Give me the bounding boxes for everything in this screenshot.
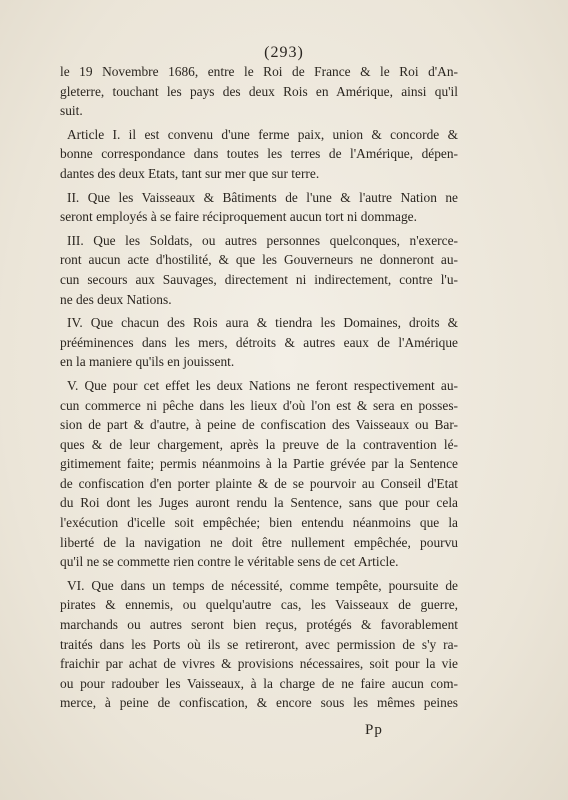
text-line: marchands ou autres seront bien reçus, protégés & favorablement (60, 617, 458, 633)
text-line: ques & de leur chargement, après la preuve de la contravention lé- (60, 436, 458, 452)
text-line: le 19 Novembre 1686, entre le Roi de France & le Roi d'An- (60, 64, 458, 79)
text-line: liberté de la navigation ne doit être nullement empêchée, pourvu (60, 534, 458, 550)
text-line: cun secours aux Sauvages, directement ni indirectement, contre l'u- (60, 271, 458, 287)
text-line: seront employés à se faire réciproquement aucun tort ni dommage. (60, 209, 417, 225)
text-line: prééminences dans les mers, détroits & autres eaux de l'Amérique (60, 334, 458, 350)
text-line: gleterre, touchant les pays des deux Rois en Amérique, ainsi qu'il (60, 83, 458, 99)
text-line: du Roi dont les Juges auront rendu la Sentence, sans que pour cela (60, 495, 458, 511)
text-line: fraichir par achat de vivres & provisions nécessaires, soit pour la vie (60, 656, 458, 672)
text-line: sion de part & d'autre, à peine de confiscation des Vaisseaux ou Bar- (60, 417, 458, 433)
text-line: ront aucun acte d'hostilité, & que les Gouverneurs ne donneront au- (60, 252, 458, 268)
text-line: II. Que les Vaisseaux & Bâtiments de l'une & l'autre Nation ne (67, 189, 458, 205)
text-line: Article I. il est convenu d'une ferme paix, union & concorde & (67, 126, 458, 142)
text-line: dantes des deux Etats, tant sur mer que sur terre. (60, 165, 320, 181)
text-line: de confiscation d'en porter plainte & de se pourvoir au Conseil d'Etat (60, 475, 458, 491)
text-line: IV. Que chacun des Rois aura & tiendra les Domaines, droits & (67, 315, 458, 331)
page-number: (293) (264, 44, 304, 61)
text-line: bonne correspondance dans toutes les terres de l'Amérique, dépen- (60, 146, 458, 162)
text-line: V. Que pour cet effet les deux Nations ne feront respectivement au- (67, 377, 458, 393)
text-line: cun commerce ni pêche dans les lieux d'où l'on est & sera en posses- (60, 397, 458, 413)
text-line: qu'il ne se commette rien contre le véritable sens de cet Article. (60, 554, 399, 570)
text-line: suit. (60, 103, 83, 119)
text-line: pirates & ennemis, ou quelqu'autre cas, les Vaisseaux de guerre, (60, 597, 458, 613)
treaty-text (60, 62, 458, 713)
text-line: merce, à peine de confiscation, & encore sous les mêmes peines (60, 695, 458, 711)
text-line: III. Que les Soldats, ou autres personnes quelconques, n'exerce- (67, 232, 458, 248)
text-line: ne des deux Nations. (60, 291, 172, 307)
text-line: ou pour radouber les Vaisseaux, à la charge de ne faire aucun com- (60, 675, 458, 691)
signature-mark: Pp (365, 722, 383, 738)
text-line: l'exécution d'icelle soit empêchée; bien entendu néanmoins que la (60, 515, 458, 531)
text-line: en la maniere qu'ils en jouissent. (60, 354, 235, 370)
text-line: gitimement faite; permis néanmoins à la Partie grévée par la Sentence (60, 456, 458, 472)
text-line: traités dans les Ports où ils se retireront, avec permission de s'y ra- (60, 636, 458, 652)
text-line: VI. Que dans un temps de nécessité, comme tempête, poursuite de (67, 577, 458, 593)
